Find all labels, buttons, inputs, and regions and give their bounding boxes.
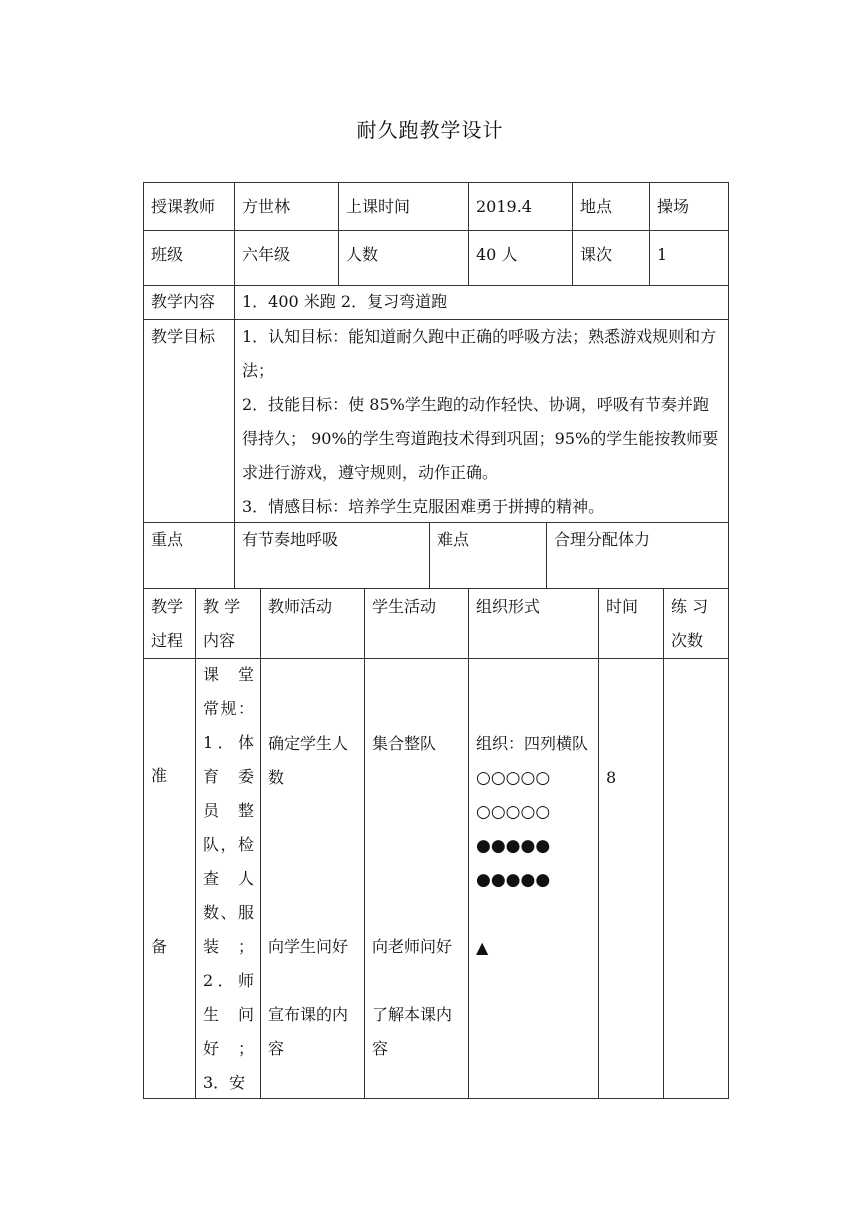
prep-time: 8 — [606, 768, 617, 787]
header-stage: 教学过程 — [151, 597, 184, 650]
class-value: 六年级 — [242, 245, 291, 264]
lesson-value: 1 — [657, 245, 668, 264]
objective-cognitive: 1．认知目标：能知道耐久跑中正确的呼吸方法；熟悉游戏规则和方法； — [242, 327, 717, 380]
teacher-label: 授课教师 — [151, 197, 216, 216]
student-activity-3: 了解本课内容 — [372, 1005, 453, 1058]
content-value: 1．400 米跑 2．复习弯道跑 — [242, 292, 448, 311]
formation-row-4: ●●●●● — [476, 870, 551, 890]
organization-label: 组织：四列横队 — [476, 734, 589, 753]
place-label: 地点 — [580, 197, 613, 216]
key-point-value: 有节奏地呼吸 — [242, 530, 339, 549]
teacher-activity-3: 宣布课的内容 — [268, 1005, 349, 1058]
difficulty-value: 合理分配体力 — [554, 530, 651, 549]
class-label: 班级 — [151, 245, 184, 264]
header-content: 教 学内容 — [203, 597, 241, 650]
header-teacher-activity: 教师活动 — [268, 597, 333, 616]
prep-content: 课 堂常规：1．体育 委员 整队，检查 人数、服装；2．师生 问好；3．安 — [203, 665, 254, 1092]
row-divider — [143, 588, 729, 589]
header-organization: 组织形式 — [476, 597, 541, 616]
col-divider — [598, 588, 599, 1099]
objective-skill: 2．技能目标：使 85%学生跑的动作轻快、协调，呼吸有节奏并跑得持久； 90%的学生弯道跑技术得到巩固；95%的学生能按教师要求进行游戏，遵守规则，动作正确。 — [242, 395, 719, 482]
col-divider — [663, 588, 664, 1099]
place-value: 操场 — [657, 197, 690, 216]
lesson-label: 课次 — [580, 245, 613, 264]
formation-row-3: ●●●●● — [476, 836, 551, 856]
key-point-label: 重点 — [151, 530, 184, 549]
count-value: 40 人 — [476, 245, 518, 264]
header-student-activity: 学生活动 — [372, 597, 437, 616]
organization-form — [468, 727, 598, 965]
header-time: 时间 — [606, 597, 639, 616]
count-label: 人数 — [346, 245, 379, 264]
objective-emotional: 3．情感目标：培养学生克服困难勇于拼搏的精神。 — [242, 497, 605, 516]
student-activity-2: 向老师问好 — [372, 937, 453, 956]
difficulty-label: 难点 — [437, 530, 470, 549]
teacher-activity-1: 确定学生人数 — [268, 734, 349, 787]
header-reps: 练 习次数 — [671, 597, 709, 650]
teacher-value: 方世林 — [242, 197, 291, 216]
row-divider — [143, 230, 729, 231]
document-title: 耐久跑教学设计 — [356, 118, 504, 142]
content-label: 教学内容 — [151, 292, 216, 311]
objectives-text — [234, 320, 729, 530]
formation-row-1: ○○○○○ — [476, 768, 551, 788]
teacher-activity-2: 向学生问好 — [268, 937, 349, 956]
stage-prep-bottom: 备 — [151, 937, 168, 956]
formation-row-2: ○○○○○ — [476, 802, 551, 822]
student-activity-1: 集合整队 — [372, 734, 437, 753]
objectives-label: 教学目标 — [151, 327, 216, 346]
time-value: 2019.4 — [476, 197, 532, 216]
teacher-position-marker: ▲ — [476, 938, 489, 957]
time-label: 上课时间 — [346, 197, 411, 216]
stage-prep-top: 准 — [151, 766, 168, 785]
